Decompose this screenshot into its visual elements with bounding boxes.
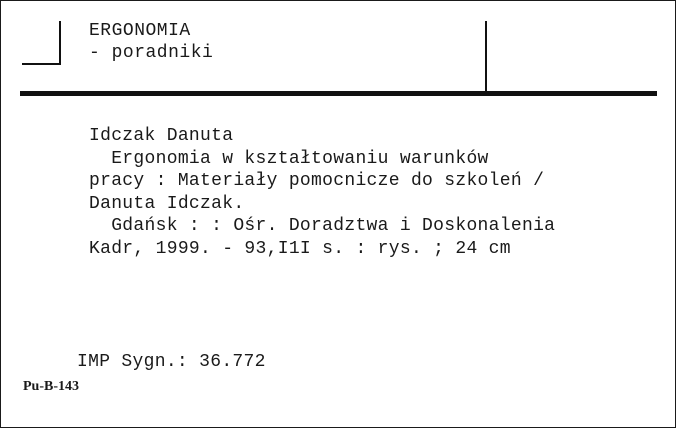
library-stamp: Pu-B-143 xyxy=(23,379,79,394)
title-line-1: Ergonomia w kształtowaniu warunków xyxy=(89,148,489,169)
corner-mark-vertical xyxy=(59,21,61,65)
subject-subdivision: - poradniki xyxy=(89,43,214,63)
header-rule xyxy=(20,91,657,96)
subject-main: ERGONOMIA xyxy=(89,21,191,41)
bibliographic-entry xyxy=(89,125,555,260)
publication-line-2: Kadr, 1999. - 93,I1I s. : rys. ; 24 cm xyxy=(89,238,511,259)
header-divider xyxy=(485,21,487,91)
responsibility-line: Danuta Idczak. xyxy=(89,193,245,214)
call-number: IMP Sygn.: 36.772 xyxy=(77,352,266,372)
title-line-2: pracy : Materiały pomocnicze do szkoleń / xyxy=(89,171,545,191)
corner-mark-horizontal xyxy=(22,63,61,65)
publication-line-1: Gdańsk : : Ośr. Doradztwa i Doskonalenia xyxy=(89,216,556,236)
subject-heading xyxy=(89,20,213,64)
author-line: Idczak Danuta xyxy=(89,126,234,146)
